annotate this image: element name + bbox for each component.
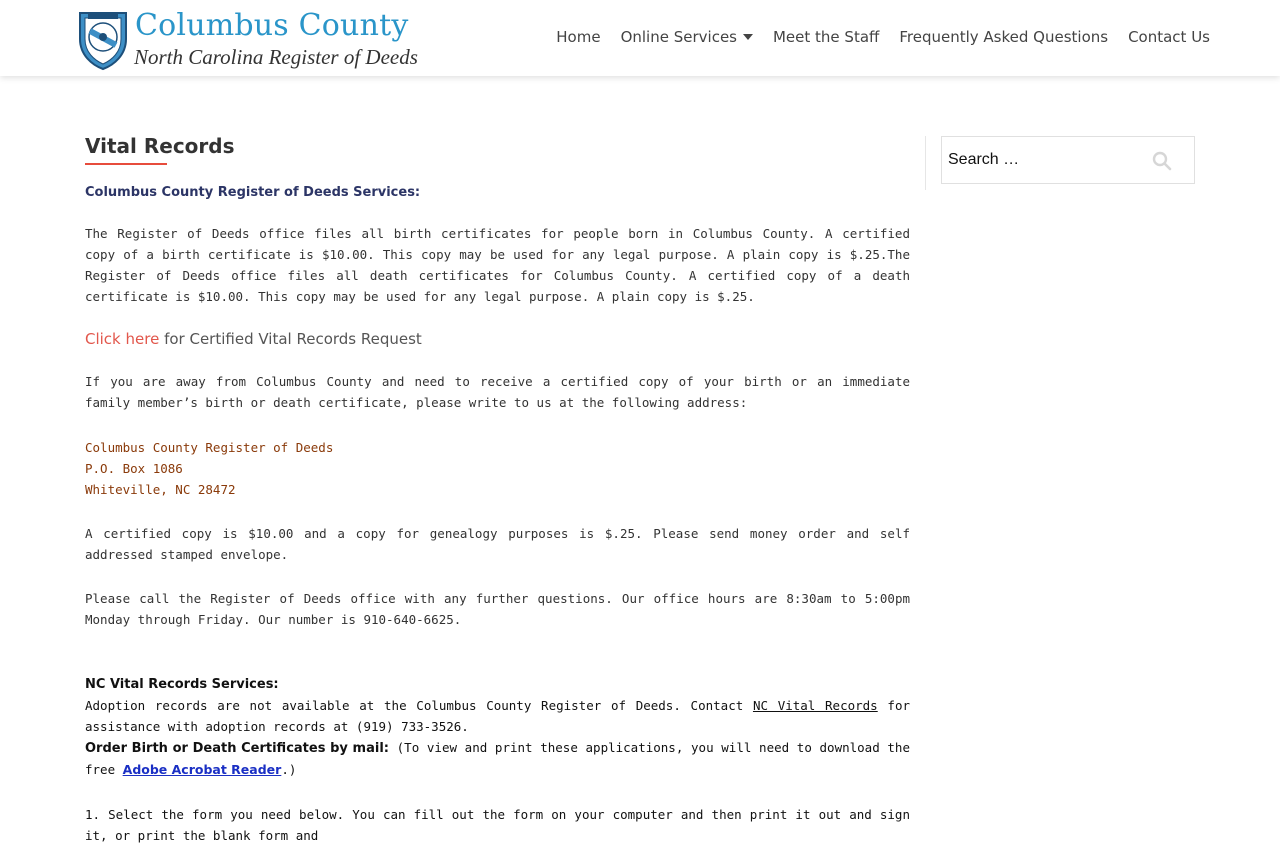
adoption-text-before: Adoption records are not available at the Columbus County Register of Deeds. Contact [85,698,753,713]
sidebar-divider [925,136,926,190]
step-1: 1. Select the form you need below. You can fill out the form on your computer and then print it out and sign it, or print the blank form and [85,807,910,843]
order-paragraph [85,737,910,780]
nav-online-services-label: Online Services [620,28,737,46]
intro-paragraph: The Register of Deeds office files all birth certificates for people born in Columbus County. A certified copy of a birth certificate is $10.00. This copy may be used for any legal purpose. A plain copy is $.25.The Register of Deeds office files all death certificates for Columbus County. A certified copy of a death certificate is $10.00. This copy may be used for any legal purpose. A plain copy is $.25. [85,226,910,304]
adoption-text-after: for assistance with adoption records at (919) 733-3526. [85,698,910,734]
order-heading: Order Birth or Death Certificates by mail: [85,741,389,756]
nav-home-label: Home [556,28,601,46]
search-widget [941,136,1195,184]
page-title: Vital Records [85,134,235,158]
adobe-acrobat-link[interactable]: Adobe Acrobat Reader [122,762,282,777]
search-icon[interactable] [1152,151,1172,171]
click-here-rest: for Certified Vital Records Request [159,330,422,348]
services-heading: Columbus County Register of Deeds Services: [85,185,421,200]
nav-contact-us[interactable] [1128,28,1210,46]
certified-paragraph: A certified copy is $10.00 and a copy for genealogy purposes is $.25. Please send money order and self addressed stamped envelope. [85,526,910,562]
site-logo[interactable] [76,8,418,72]
county-seal-logo [76,9,130,71]
certified-request-line [85,330,910,348]
away-paragraph: If you are away from Columbus County and need to receive a certified copy of your birth or an immediate family member’s birth or death certificate, please write to us at the following address: [85,374,910,410]
mailing-address [85,437,910,500]
nav-faq-label: Frequently Asked Questions [899,28,1109,46]
nav-contact-us-label: Contact Us [1128,28,1210,46]
nav-meet-the-staff-label: Meet the Staff [772,28,880,46]
logo-title: Columbus County [135,8,409,43]
main-nav [556,28,1210,46]
nc-vital-records-link[interactable]: NC Vital Records [752,698,878,713]
nav-meet-the-staff[interactable] [773,28,879,46]
click-here-link[interactable]: Click here [85,330,160,348]
main-content [85,130,910,846]
logo-subtitle: North Carolina Register of Deeds [134,45,418,69]
order-text-after: .) [281,762,297,777]
nav-faq[interactable] [899,28,1108,46]
nav-home[interactable] [556,28,600,46]
nc-heading: NC Vital Records Services: [85,677,279,692]
nc-vital-records-section [85,674,910,846]
order-text-before: (To view and print these applications, you will need to download the free [85,740,910,777]
call-paragraph: Please call the Register of Deeds office with any further questions. Our office hours are 8:30am to 5:00pm Monday through Friday. Our number is 910-640-6625. [85,591,910,627]
site-header [0,0,1280,76]
address-line-1: Columbus County Register of Deeds [85,440,334,455]
title-underline [85,163,167,165]
address-line-2: P.O. Box 1086 [85,461,183,476]
search-input[interactable] [942,137,1152,183]
nav-online-services[interactable] [621,28,753,46]
chevron-down-icon [743,34,753,40]
adoption-paragraph [85,695,910,737]
address-line-3: Whiteville, NC 28472 [85,482,236,497]
